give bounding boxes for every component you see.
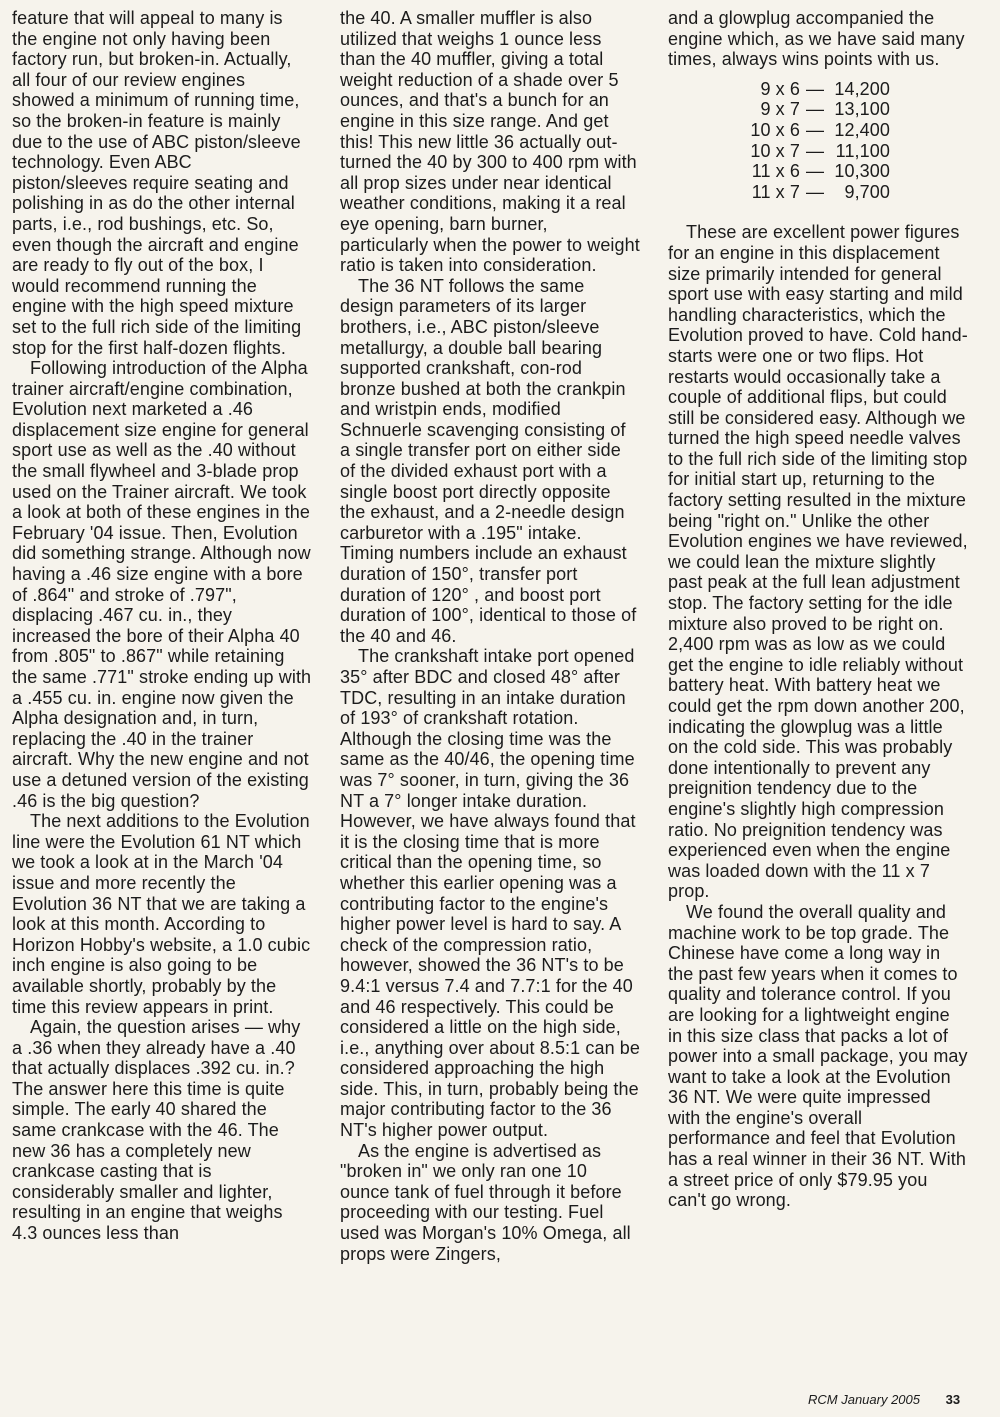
table-dash: — xyxy=(805,119,825,140)
paragraph: and a glowplug accompanied the engine which, as we have said many times, always wins points with us. xyxy=(668,8,965,70)
page-number: 33 xyxy=(945,1392,961,1407)
page-footer xyxy=(808,1392,960,1407)
paragraph: The crankshaft intake port opened 35° after BDC and closed 48° after TDC, resulting in an intake duration of 193° of crankshaft rotation. Although the closing time was the same as the 40/46, the opening time was 7° sooner, in turn, giving the 36 NT a 7° longer intake duration. However, we have always found that it is the closing time that is more critical than the opening time, so whether this earlier opening was a contributing factor to the engine's higher power level is hard to say. A check of the compression ratio, however, showed the 36 NT's to be 9.4:1 versus 7.4 and 7.7:1 for the 40 and 46 respectively. This could be considered a little on the high side, i.e., anything over about 8.5:1 can be considered approaching the high side. This, in turn, probably being the major contributing factor to the 36 NT's higher power output. xyxy=(340,646,641,1141)
paragraph: Following introduction of the Alpha trainer aircraft/engine combination, Evolution next marketed a .46 displacement size engine for general sport use as well as the .40 without the small flywheel and 3-blade prop used on the Trainer aircraft. We took a look at both of these engines in the February '04 issue. Then, Evolution did something strange. Although now having a .46 size engine with a bore of .864" and stroke of .797", displacing .467 cu. in., they increased the bore of their Alpha 40 from .805" to .867" while retaining the same .771" stroke ending up with a .455 cu. in. engine now given the Alpha designation and, in turn, replacing the .40 in the trainer aircraft. Why the new engine and not use a detuned version of the existing .46 is the big question? xyxy=(12,358,312,811)
paragraph: Again, the question arises — why a .36 when they already have a .40 that actually displaces .392 cu. in.? The answer here this time is quite simple. The early 40 shared the same crankcase with the 46. The new 36 has a completely new crankcase casting that is considerably smaller and lighter, resulting in an engine that weighs 4.3 ounces less than xyxy=(12,1017,301,1244)
text-column-2 xyxy=(340,8,640,1264)
rpm-value: 10,300 xyxy=(834,161,890,182)
table-dash: — xyxy=(805,99,825,120)
prop-size: 10 x 6 xyxy=(750,119,800,140)
rpm-value: 11,100 xyxy=(835,140,890,161)
table-row xyxy=(736,182,968,203)
paragraph: As the engine is advertised as "broken in" we only ran one 10 ounce tank of fuel through it before proceeding with our testing. Fuel used was Morgan's 10% Omega, all props were Zingers, xyxy=(340,1140,631,1264)
table-row xyxy=(736,161,968,182)
table-dash: — xyxy=(805,181,825,202)
rpm-value: 13,100 xyxy=(834,99,890,120)
paragraph: We found the overall quality and machine work to be top grade. The Chinese have come a long way in the past few years when it comes to quality and tolerance control. If you are looking for a lightweight engine in this size class that packs a lot of power into a small package, you may want to take a look at the Evolution 36 NT. We were quite impressed with the engine's overall performance and feel that Evolution has a real winner in their 36 NT. With a street price of only $79.95 you can't go wrong. xyxy=(668,901,968,1211)
text-column-3 xyxy=(668,8,968,1211)
table-dash: — xyxy=(805,161,825,182)
rpm-value: 9,700 xyxy=(844,181,890,202)
prop-size: 11 x 7 xyxy=(751,181,800,202)
paragraph: The next additions to the Evolution line were the Evolution 61 NT which we took a look at in the March '04 issue and more recently the Evolution 36 NT that we are taking a look at this month. According to Horizon Hobby's website, a 1.0 cubic inch engine is also going to be available shortly, probably by the time this review appears in print. xyxy=(12,811,311,1017)
prop-size: 9 x 6 xyxy=(760,78,800,99)
table-row xyxy=(736,79,968,100)
magazine-issue: RCM January 2005 xyxy=(808,1392,920,1407)
prop-rpm-table xyxy=(736,79,968,203)
paragraph: feature that will appeal to many is the engine not only having been factory run, but broken-in. Actually, all four of our review engines showed a minimum of running time, so the broken-in feature is mainly due to the use of ABC piston/sleeve technology. Even ABC piston/sleeves require seating and polishing in as do the other internal parts, i.e., rod bushings, etc. So, even though the aircraft and engine are ready to fly out of the box, I would recommend running the engine with the high speed mixture set to the full rich side of the limiting stop for the first half-dozen flights. xyxy=(12,8,302,358)
paragraph: the 40. A smaller muffler is also utilized that weighs 1 ounce less than the 40 muffler, giving a total weight reduction of a shade over 5 ounces, and that's a bunch for an engine in this size range. And get this! This new little 36 actually out-turned the 40 by 300 to 400 rpm with all prop sizes under near identical weather conditions, making it a real eye opening, barn burner, particularly when the power to weight ratio is taken into consideration. xyxy=(340,8,640,276)
prop-size: 10 x 7 xyxy=(750,140,800,161)
table-row xyxy=(736,141,968,162)
table-dash: — xyxy=(805,140,825,161)
rpm-value: 12,400 xyxy=(834,119,890,140)
table-row xyxy=(736,120,968,141)
table-row xyxy=(736,99,968,120)
paragraph: These are excellent power figures for an engine in this displacement size primarily intended for general sport use with easy starting and mild handling characteristics, which the Evolution proved to have. Cold hand-starts were one or two flips. Hot restarts would occasionally take a couple of additional flips, but could still be considered easy. Although we turned the high speed needle valves to the full rich side of the limiting stop for initial start up, returning to the factory setting resulted in the mixture being "right on." Unlike the other Evolution engines we have reviewed, we could lean the mixture slightly past peak at the full lean adjustment stop. The factory setting for the idle mixture also proved to be right on. 2,400 rpm was as low as we could get the engine to idle reliably without battery heat. With battery heat we could get the rpm down another 200, indicating the glowplug was a little on the cold side. This was probably done intentionally to prevent any preignition tendency due to the engine's slightly high compression ratio. No preignition tendency was experienced even when the engine was loaded down with the 11 x 7 prop. xyxy=(668,222,968,902)
paragraph: The 36 NT follows the same design parameters of its larger brothers, i.e., ABC piston/sleeve metallurgy, a double ball bearing supported crankshaft, con-rod bronze bushed at both the crankpin and wristpin ends, modified Schnuerle scavenging consisting of a single transfer port on either side of the divided exhaust port with a single boost port directly opposite the exhaust, and a 2-needle design carburetor with a .195" intake. Timing numbers include an exhaust duration of 150°, transfer port duration of 120° , and boost port duration of 100°, identical to those of the 40 and 46. xyxy=(340,275,637,646)
text-column-1 xyxy=(12,8,312,1244)
rpm-value: 14,200 xyxy=(834,78,890,99)
table-dash: — xyxy=(805,78,825,99)
prop-size: 9 x 7 xyxy=(760,99,800,120)
prop-size: 11 x 6 xyxy=(751,161,800,182)
